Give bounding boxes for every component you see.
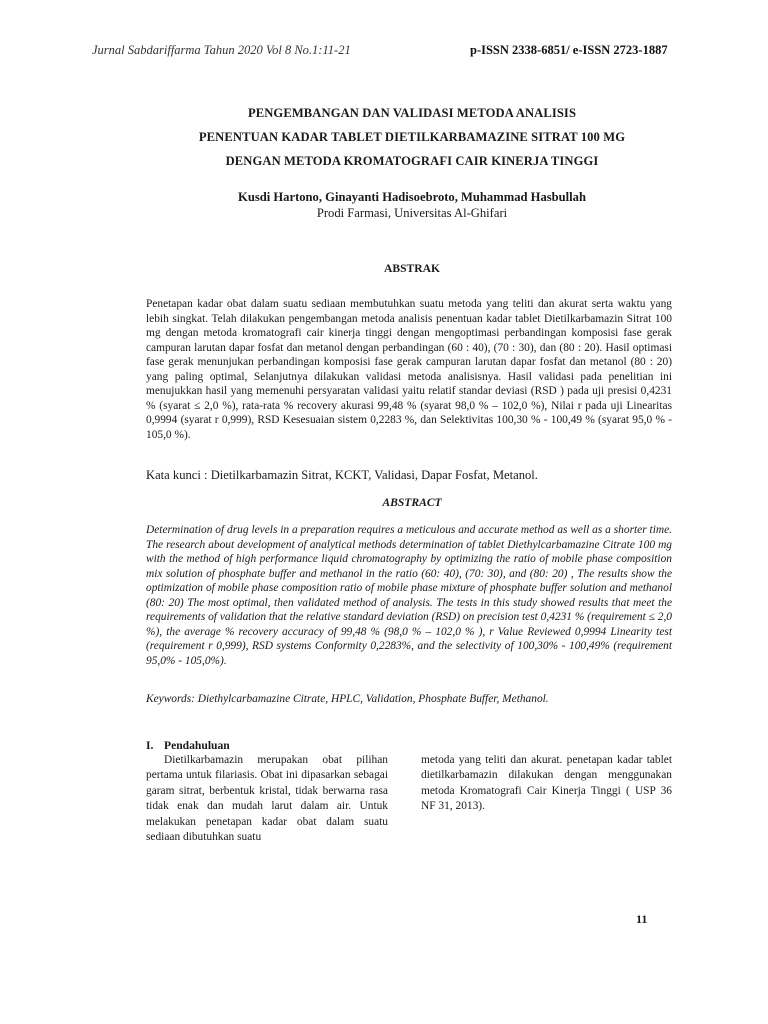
kata-kunci: Kata kunci : Dietilkarbamazin Sitrat, KCKT, Validasi, Dapar Fosfat, Metanol.: [146, 468, 538, 482]
section-number: I.: [146, 739, 154, 752]
issn-header: p-ISSN 2338-6851/ e-ISSN 2723-1887: [470, 43, 668, 57]
journal-running-head: Jurnal Sabdariffarma Tahun 2020 Vol 8 No.1:11-21: [92, 43, 351, 57]
title-line-3: DENGAN METODA KROMATOGRAFI CAIR KINERJA TINGGI: [225, 154, 599, 168]
body-column-left: Dietilkarbamazin merupakan obat pilihan pertama untuk filariasis. Obat ini dipasarkan sebagai garam sitrat, berbentuk kristal, tidak berwarna rasa tidak enak dan mudah larut dalam air. Untuk melakukan penetapan kadar obat dalam suatu sediaan dibutuhkan suatu: [146, 754, 388, 844]
section-heading: [146, 739, 230, 752]
title-line-2: PENENTUAN KADAR TABLET DIETILKARBAMAZINE SITRAT 100 MG: [198, 130, 626, 144]
keywords: Keywords: Diethylcarbamazine Citrate, HPLC, Validation, Phosphate Buffer, Methanol.: [146, 693, 549, 705]
abstract-body: Determination of drug levels in a preparation requires a meticulous and accurate method as well as a shorter time. The research about development of analytical methods determination of tablet Diethylcarbamazine Citrate 100 mg with the method of high performance liquid chromatography by optimizing the ratio of mobile phase composition mix solution of phosphate buffer and methanol in the ratio (60: 40), (70: 30), and (80: 20) , The results show the optimization of mobile phase composition ratio of mobile phase mixture of phosphate buffer solution and methanol (80: 20) The most optimal, then validated method of analysis. The tests in this study showed results that meet the requirements of validation that the relative standard deviation (RSD) on precision test 0,4231 % (requirement ≤ 2,0 %), the average % recovery accuracy of 99,48 % (98,0 % – 102,0 % ), r Value Reviewed 0,9994 Linearity test (requirement r 0,999), RSD systems Conformity 0,2283%, and the selectivity of 100,30% - 100,49% (requirement 95,0% - 105,0%).: [146, 524, 672, 667]
page-number: 11: [636, 912, 648, 926]
abstrak-body: Penetapan kadar obat dalam suatu sediaan membutuhkan suatu metoda yang teliti dan akurat serta waktu yang lebih singkat. Telah dilakukan pengembangan metoda analisis penentuan kadar tablet Dietilkarbamazin Sitrat 100 mg dengan metoda kromatografi cair kinerja tinggi dengan mengoptimasi perbandingan komposisi fase gerak campuran larutan dapar fosfat dan metanol dengan perbandingan (60 : 40), (70 : 30), dan (80 : 20). Hasil optimasi fase gerak menunjukan perbandingan komposisi fase gerak campuran larutan dapar fosfat dan metanol (80 : 20) yang paling optimal, Selanjutnya dilakukan validasi metoda analisisnya. Hasil validasi pada penelitian ini menujukkan hasil yang memenuhi persyaratan validasi yaitu relatif standar deviasi (RSD ) pada uji presisi 0,4231 % (syarat ≤ 2,0 %), rata-rata % recovery akurasi 99,48 % (syarat 98,0 % – 102,0 %), Nilai r pada uji Linearitas 0,9994 (syarat r 0,999), RSD Kesesuaian sistem 0,2283 %, dan Selektivitas 100,30 % - 100,49 % (syarat 95,0 % - 105,0 %).: [146, 298, 672, 441]
abstrak-heading: ABSTRAK: [383, 262, 441, 275]
section-title: Pendahuluan: [164, 739, 230, 752]
paper-title: [110, 101, 714, 173]
author-affiliation: Prodi Farmasi, Universitas Al-Ghifari: [316, 206, 508, 220]
body-column-right: metoda yang teliti dan akurat. penetapan kadar tablet dietilkarbamazin dilakukan dengan menggunakan metoda Kromatografi Cair Kinerja Tinggi ( USP 36 NF 31, 2013).: [421, 754, 672, 813]
author-list: Kusdi Hartono, Ginayanti Hadisoebroto, Muhammad Hasbullah: [238, 190, 586, 204]
abstract-heading: ABSTRACT: [382, 496, 442, 509]
title-line-1: PENGEMBANGAN DAN VALIDASI METODA ANALISIS: [247, 106, 577, 120]
